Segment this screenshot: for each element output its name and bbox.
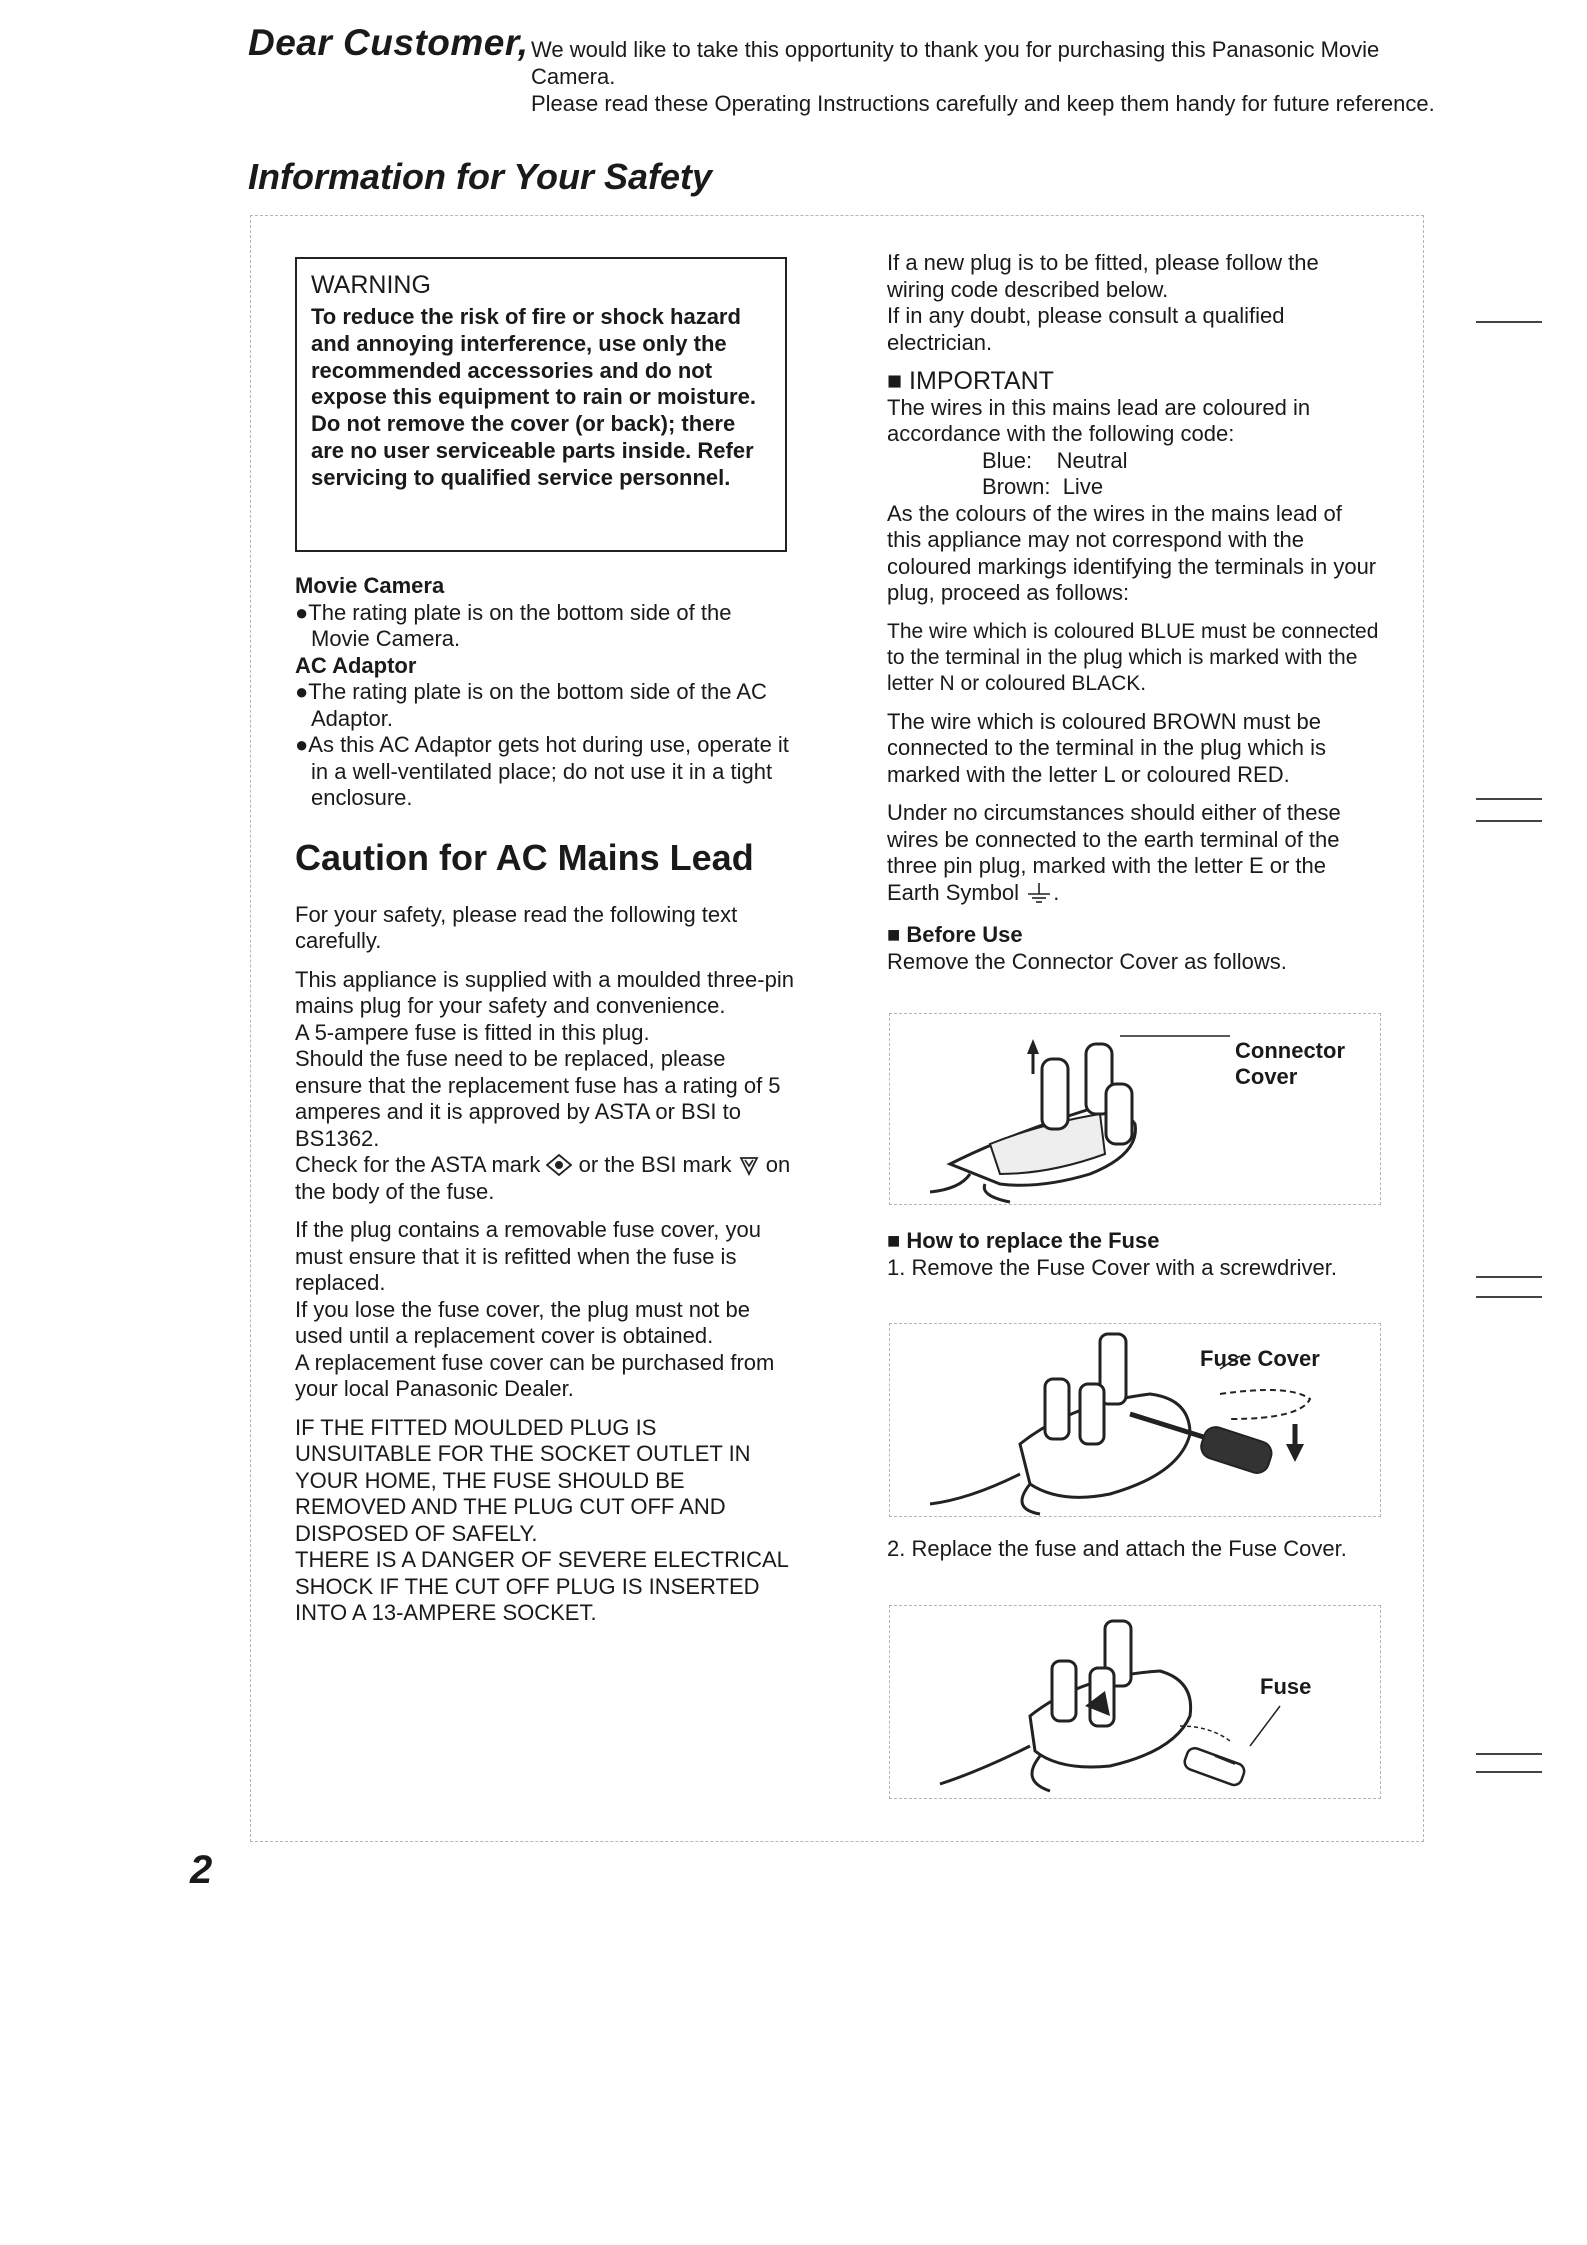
wire-blue: Blue: Neutral xyxy=(982,447,1128,473)
movie-camera-heading: Movie Camera xyxy=(295,573,445,598)
right-paragraph-3: The wires in this mains lead are coloured in accordance with the following code: xyxy=(887,394,1311,446)
connector-cover-figure xyxy=(889,1013,1381,1205)
replace-fuse-heading: ■ How to replace the Fuse xyxy=(887,1228,1160,1253)
connector-cover-label: Connector Cover xyxy=(1235,1038,1345,1089)
intro-paragraph-2: Please read these Operating Instructions carefully and keep them handy for future reference. xyxy=(531,91,1435,116)
movie-camera-bullet: ●The rating plate is on the bottom side of the Movie Camera. xyxy=(295,599,732,651)
replace-fuse-section xyxy=(887,1228,1382,1281)
dear-customer-heading: Dear Customer, xyxy=(248,22,529,63)
asta-text: Check for the ASTA mark xyxy=(295,1152,541,1177)
before-use-text: Remove the Connector Cover as follows. xyxy=(887,948,1287,974)
caution-paragraph-4b: THERE IS A DANGER OF SEVERE ELECTRICAL SHOCK IF THE CUT OFF PLUG IS INSERTED INTO A 13-AMPERE SOCKET. xyxy=(295,1547,789,1625)
intro-text xyxy=(531,36,1451,117)
right-paragraph-5: The wire which is coloured BLUE must be connected to the terminal in the plug which is marked with the letter N or coloured BLACK. xyxy=(887,619,1379,695)
right-paragraph-6: The wire which is coloured BROWN must be connected to the terminal in the plug which is marked with the letter L or coloured RED. xyxy=(887,708,1327,787)
fuse-body-text: on the body of the fuse. xyxy=(295,1152,791,1204)
margin-mark-1 xyxy=(1476,321,1542,323)
caution-paragraph-2a: This appliance is supplied with a moulded three-pin mains plug for your safety and convenience. xyxy=(295,966,794,1018)
fuse-figure xyxy=(889,1605,1381,1799)
ac-adaptor-bullet-2: ●As this AC Adaptor gets hot during use, operate it in a well-ventilated place; do not use it in a tight enclosure. xyxy=(295,732,789,810)
margin-mark-3 xyxy=(1476,820,1542,822)
earth-symbol-icon: . xyxy=(1053,879,1060,905)
caution-paragraph-4a: IF THE FITTED MOULDED PLUG IS UNSUITABLE FOR THE SOCKET OUTLET IN YOUR HOME, THE FUSE SHOULD BE REMOVED AND THE PLUG CUT OFF AND DISPOSED OF SAFELY. xyxy=(295,1414,751,1546)
margin-mark-4 xyxy=(1476,1276,1542,1278)
warning-box xyxy=(295,257,787,552)
right-paragraph-1: If a new plug is to be fitted, please follow the wiring code described below. xyxy=(887,250,1319,302)
caution-paragraph-2d xyxy=(295,1152,795,1205)
right-paragraph-2: If in any doubt, please consult a qualified electrician. xyxy=(887,303,1285,355)
warning-text-1: To reduce the risk of fire or shock hazard and annoying interference, use only the recommended accessories and do not expose this equipment to rain or moisture. xyxy=(311,304,756,410)
before-use-heading: ■ Before Use xyxy=(887,922,1023,947)
margin-mark-6 xyxy=(1476,1753,1542,1755)
step-2: 2. Replace the fuse and attach the Fuse Cover. xyxy=(887,1536,1347,1561)
page-number: 2 xyxy=(190,1848,213,1892)
caution-heading: Caution for AC Mains Lead xyxy=(295,836,754,878)
fuse-cover-label: Fuse Cover xyxy=(1200,1346,1320,1371)
bsi-kitemark-icon xyxy=(738,1152,766,1177)
caution-paragraph-3b: If you lose the fuse cover, the plug must not be used until a replacement cover is obtained. xyxy=(295,1296,750,1348)
bsi-text: or the BSI mark xyxy=(578,1152,732,1177)
warning-text-2: Do not remove the cover (or back); there are no user serviceable parts inside. Refer servicing to qualified service personnel. xyxy=(311,411,754,490)
asta-mark-icon xyxy=(546,1152,578,1177)
caution-paragraph-3c: A replacement fuse cover can be purchased from your local Panasonic Dealer. xyxy=(295,1349,775,1401)
caution-paragraph-2b: A 5-ampere fuse is fitted in this plug. xyxy=(295,1019,650,1045)
margin-mark-2 xyxy=(1476,798,1542,800)
right-column xyxy=(887,250,1382,975)
important-heading: ■ IMPORTANT xyxy=(887,367,1054,395)
ac-adaptor-heading: AC Adaptor xyxy=(295,652,417,678)
info-safety-title: Information for Your Safety xyxy=(248,156,713,197)
earth-text: Under no circumstances should either of these wires be connected to the earth terminal of the three pin plug, marked with the letter E or the Earth Symbol xyxy=(887,800,1341,905)
right-paragraph-4: As the colours of the wires in the mains lead of this appliance may not correspond with the coloured markings identifying the terminals in your plug, proceed as follows: xyxy=(887,500,1377,605)
margin-mark-5 xyxy=(1476,1296,1542,1298)
left-column xyxy=(295,573,795,1627)
margin-mark-7 xyxy=(1476,1771,1542,1773)
fuse-cover-figure xyxy=(889,1323,1381,1517)
caution-paragraph-2c: Should the fuse need to be replaced, please ensure that the replacement fuse has a rating of 5 amperes and it is approved by ASTA or BSI to BS1362. xyxy=(295,1046,781,1151)
ac-adaptor-bullet-1: ●The rating plate is on the bottom side of the AC Adaptor. xyxy=(295,679,767,731)
warning-heading: WARNING xyxy=(311,271,431,299)
fuse-label: Fuse xyxy=(1260,1674,1312,1699)
plug-fuse-illustration xyxy=(890,1606,1380,1798)
intro-paragraph-1: We would like to take this opportunity to thank you for purchasing this Panasonic Movie Camera. xyxy=(531,37,1380,89)
caution-paragraph-1: For your safety, please read the following text carefully. xyxy=(295,901,738,953)
caution-paragraph-3a: If the plug contains a removable fuse cover, you must ensure that it is refitted when the fuse is replaced. xyxy=(295,1217,761,1295)
wire-brown: Brown: Live xyxy=(982,474,1104,499)
step-1: 1. Remove the Fuse Cover with a screwdriver. xyxy=(887,1254,1337,1280)
step-2-section xyxy=(887,1536,1382,1563)
right-paragraph-7 xyxy=(887,800,1382,906)
